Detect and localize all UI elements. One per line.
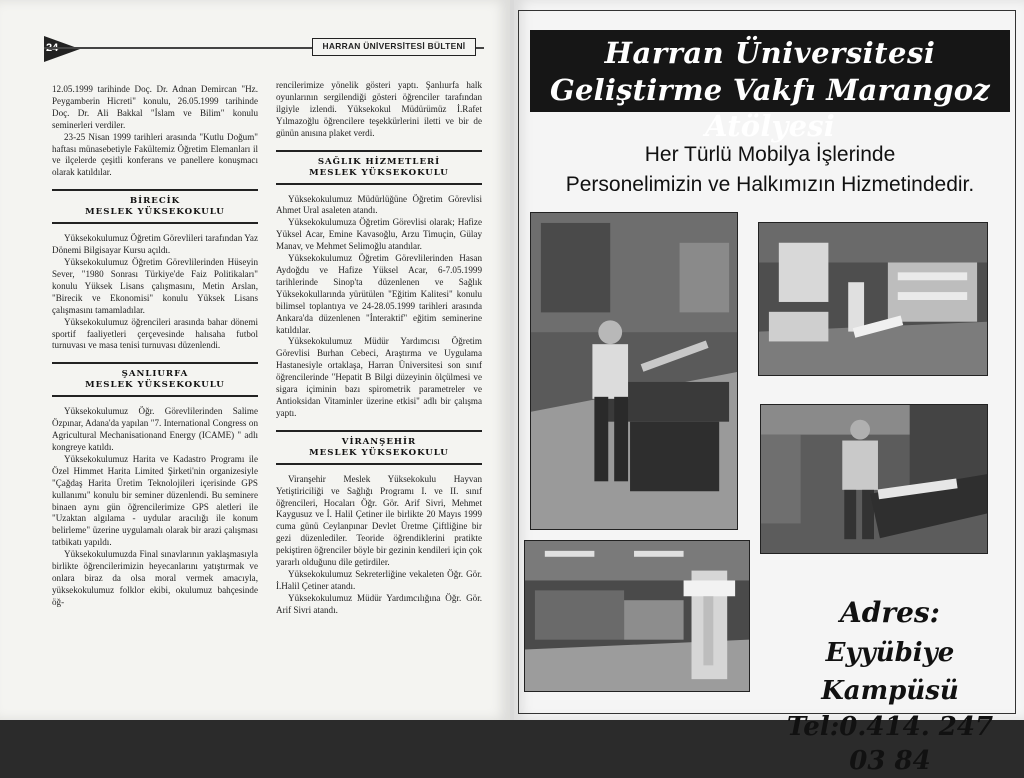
ad-title-banner (530, 30, 1010, 143)
paragraph: Yüksekokulumuz öğrencileri arasında bahar dönemi sportif faaliyetleri çerçevesinde halısaha futbol turnuvası ve masa tenisi turnuvası düzenlendi. (52, 316, 258, 351)
section-heading-line: SAĞLIK HİZMETLERİ (317, 156, 441, 167)
header-rule-end (476, 47, 484, 49)
paragraph: rencilerimize yönelik gösteri yaptı. Şanlıurfa halk oyunlarının sergilendiği gösteri öğrenciler tarafından ilgiyle izlendi. Yüksekokul Müdürümüz İ.Rafet Yılmazoğlu öğrencilere teşekkürlerini iletti ve bir de günün anısına plaket verdi. (276, 80, 482, 138)
section-heading-line: MESLEK YÜKSEKOKULU (309, 447, 449, 458)
section-heading-saglik (276, 150, 482, 185)
photo-image (761, 405, 987, 553)
address-campus: Eyyübiye Kampüsü (821, 638, 959, 706)
workshop-photo-table-saw (760, 404, 988, 554)
paragraph: Yüksekokulumuzda Final sınavlarının yaklaşmasıyla birlikte öğrencilerimizin heyecanlarını yatıştırmak ve onlara biraz da olsa moral vermek amacıyla, yüksekokulumuz folklor ekibi, okulumuz bahçesinde öğ- (52, 549, 258, 607)
paragraph: Viranşehir Meslek Yüksekokulu Hayvan Yetiştiriciliği ve Sağlığı Programı I. ve II. sınıf öğrencileri, Hocaları Öğr. Gör. Arif Sivri, Mehmet Kaygusuz ve İ. Halil Çetiner ile birlikte 20 Mayıs 1999 cuma günü Ceylanpınar Devlet Üretme Çiftliğine bir gezi düzenlediler. Teoride öğrendiklerini pratikte pekiştiren öğrenciler böyle bir gezinin kendileri için çok yararlı olduğunu dile getirdiler. (276, 473, 482, 568)
ad-title-line: Geliştirme Vakfı Marangoz Atölyesi (550, 73, 990, 143)
section-heading-sanliurfa (52, 362, 258, 397)
slogan-line: Personelimizin ve Halkımızın Hizmetindedir. (565, 173, 975, 196)
section-heading-line: MESLEK YÜKSEKOKULU (309, 167, 449, 178)
left-page (0, 0, 510, 720)
photo-image (759, 223, 987, 375)
address-label: Adres: (840, 596, 940, 629)
slogan-line: Her Türlü Mobilya İşlerinde (644, 143, 896, 166)
text-column-left (52, 84, 258, 609)
paragraph: Yüksekokulumuz Sekreterliğine vekaleten Öğr. Gör. İ.Halil Çetiner atandı. (276, 569, 482, 591)
paragraph: 12.05.1999 tarihinde Doç. Dr. Adnan Demircan "Hz. Peygamberin Hicreti" konulu, 26.05.1999 tarihinde Doç. Dr. Ali Bakkal "İslam ve Bilim" konulu seminerleri verdiler. (52, 84, 258, 130)
photo-image (531, 213, 737, 529)
section-heading-line: ŞANLIURFA (121, 369, 189, 380)
ad-address-block (766, 596, 1014, 778)
paragraph: Yüksekokulumuz Müdür Yardımcılığına Öğr. Gör. Arif Sivri atandı. (276, 592, 482, 615)
text-column-right (276, 80, 482, 617)
address-phone: Tel:0.414. 247 03 84 (786, 712, 994, 776)
paragraph: Yüksekokulumuz Müdürlüğüne Öğretim Görevlisi Ahmet Ural asaleten atandı. (276, 193, 482, 216)
paragraph: Yüksekokulumuz Müdür Yardımcısı Öğretim Görevlisi Burhan Cebeci, Araştırma ve Uygulama Hastanesiyle ortaklaşa, Harran Üniversitesi son sınıf öğrencilerinde "Hepatit B Bilgi düzeyinin ölçülmesi ve sigara içiminin bazı spirometrik parametreler ve Antioksidan Vitaminler üzerine etkisi" adlı bir çalışma yaptı. (276, 336, 482, 418)
section-heading-birecik (52, 189, 258, 224)
section-heading-line: BİRECİK (129, 196, 181, 207)
paragraph: Yüksekokulumuz Öğretim Görevlilerinden Hasan Aydoğdu ve Hafize Yüksel Acar, 6-7.05.1999 tarihlerinde Sinop'ta düzenlenen ve Sağlık Yüksekokullarında yürütülen "Eğitim Kalitesi" konulu bilimsel toplantıya ve 24-28.05.1999 tarihleri arasında Ankara'da düzenlenen "İnteraktif" eğitim seminerine katıldılar. (276, 253, 482, 335)
bulletin-header-label: HARRAN ÜNİVERSİTESİ BÜLTENİ (312, 38, 476, 56)
ad-slogan (530, 140, 1010, 200)
photo-image (525, 541, 749, 691)
ad-title-line: Harran Üniversitesi (604, 36, 936, 70)
paragraph: Yüksekokulumuz Harita ve Kadastro Programı ile Özel Himmet Harita Limited Şirketi'nin organizesiyle "Çağdaş Harita Üretim Teknolojileri içerisinde GPS kullanımı" konulu bir seminer düzenlendi. Bu seminere binaen aynı gün öğrencilerimize GPS aletleri ile "Uzaktan algılama - uydular aracılığı ile konum belirleme" üzerine uygulamalı olarak bir arazi çalışması tatbikatı yapıldı. (52, 453, 258, 548)
workshop-photo-worker-machine (530, 212, 738, 530)
section-heading-line: MESLEK YÜKSEKOKULU (85, 380, 225, 391)
paragraph: 23-25 Nisan 1999 tarihleri arasında "Kutlu Doğum" haftası münasebetiyle Fakültemiz Öğretim Elemanları il ve ilçelerde çeşitli konferans ve panellere konuşmacı olarak katıldılar. (52, 131, 258, 178)
paragraph: Yüksekokulumuz Öğretim Görevlileri tarafından Yaz Dönemi Bilgisayar Kursu açıldı. (52, 233, 258, 256)
workshop-photo-interior (758, 222, 988, 376)
section-heading-viransehir (276, 430, 482, 465)
section-heading-line: VİRANŞEHİR (341, 436, 417, 447)
section-heading-line: MESLEK YÜKSEKOKULU (85, 207, 225, 218)
paragraph: Yüksekokulumuz Öğretim Görevlilerinden Hüseyin Sever, "1980 Sonrası Türkiye'de Faiz Politikaları" konulu Yüksek Lisans çalışmasını, Metin Arslan, "Birecik ve Ekonomisi" konulu Yüksek Lisans çalışmasını tamamladılar. (52, 257, 258, 315)
paragraph: Yüksekokulumuza Öğretim Görevlisi olarak; Hafize Yüksel Acar, Emine Kavasoğlu, Arzu Timuçin, Gülay Manav, ve Mehmet Selimoğlu atandılar. (276, 217, 482, 252)
right-page-advertisement (514, 0, 1024, 776)
paragraph: Yüksekokulumuz Öğr. Görevlilerinden Salime Özpınar, Adana'da yapılan "7. International Congress on Agricultural Mechanisationand Energy (ICAME) " adlı kongreye katıldı. (52, 406, 258, 453)
header-rule (44, 47, 312, 49)
workshop-photo-drill-press (524, 540, 750, 692)
